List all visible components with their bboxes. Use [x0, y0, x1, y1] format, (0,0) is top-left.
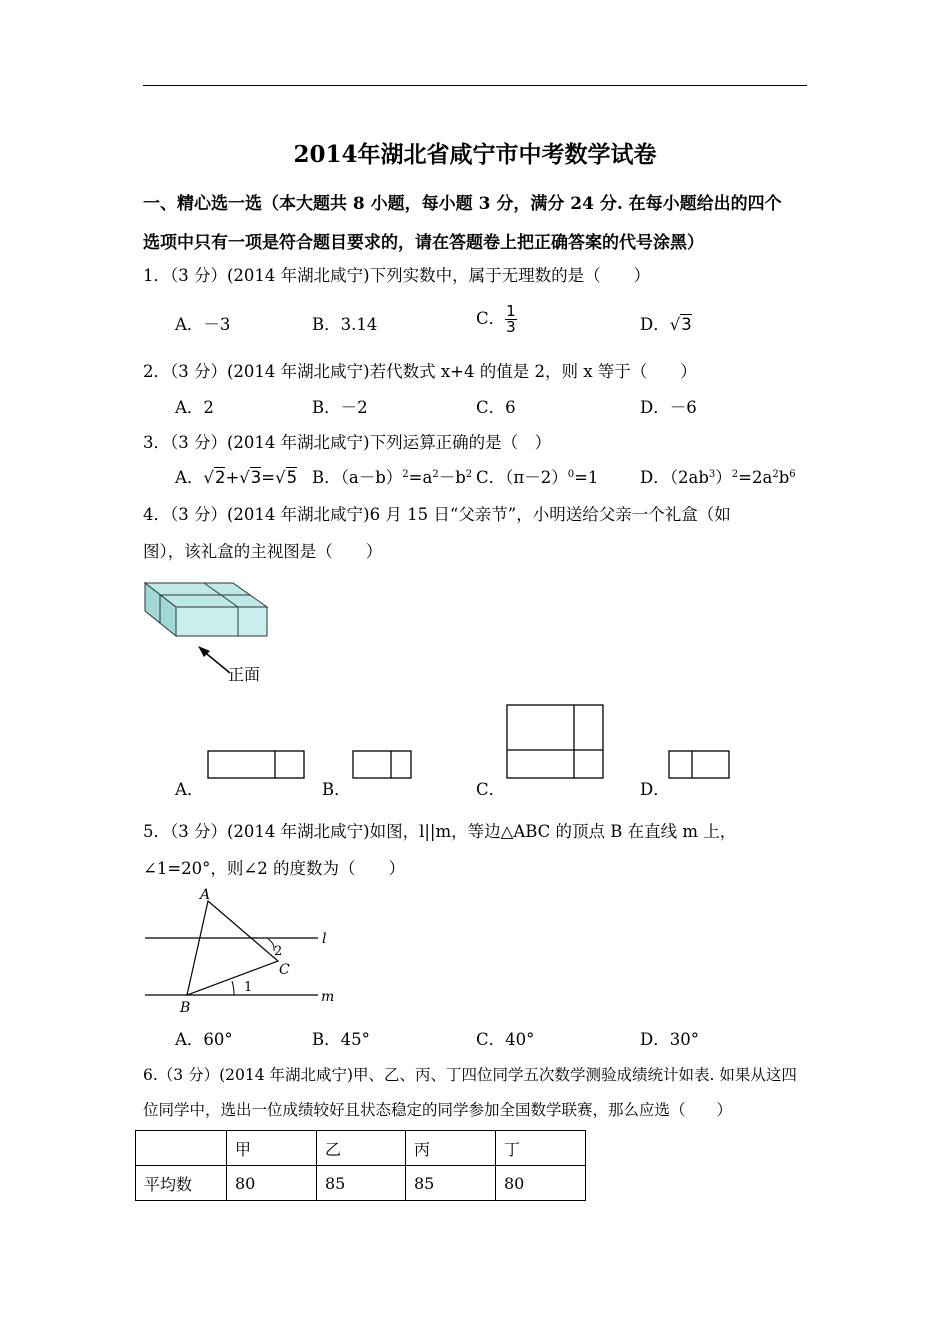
sqrt-icon: √2: [203, 468, 226, 487]
q4-option-b-label: B．: [322, 780, 351, 799]
q2-option-a: A．2: [175, 398, 214, 417]
question-1-text: 1．（3 分）(2014 年湖北咸宁)下列实数中，属于无理数的是（ ）: [143, 266, 651, 285]
q2-option-c: C．6: [476, 398, 516, 417]
fraction-one-third: $\frac{1}{3}$: [506, 302, 516, 336]
q4-option-c-label: C．: [476, 780, 506, 799]
table-row: [136, 1166, 586, 1201]
top-rule: [143, 85, 807, 86]
sqrt-icon: √3: [239, 468, 262, 487]
section-heading-line1: 一、精心选一选（本大题共 8 小题，每小题 3 分，满分 24 分. 在每小题给出的四个: [143, 194, 782, 214]
triangle-parallel-lines-figure: [140, 885, 340, 1017]
q1-option-d: D．√3: [640, 315, 692, 334]
label-m: m: [321, 989, 335, 1005]
q3-option-b: B．$(a-b)^2=a^2-b^2$: [312, 468, 473, 487]
question-5-line2: ∠1=20°，则∠2 的度数为（ ）: [143, 859, 405, 878]
sqrt-icon: √5: [275, 468, 298, 487]
table-header-row: [136, 1131, 586, 1166]
q5-option-d: D．30°: [640, 1030, 699, 1049]
q3-option-c: C．$(\pi-2)^0=1$: [476, 468, 599, 487]
question-3-text: 3．（3 分）(2014 年湖北咸宁)下列运算正确的是（ ）: [143, 433, 552, 452]
q3-option-a: A．√2+√3=√5: [175, 468, 298, 487]
sqrt-icon: √3: [669, 315, 692, 334]
q4-option-b-figure: [352, 750, 414, 780]
question-4-line1: 4．（3 分）(2014 年湖北咸宁)6 月 15 日“父亲节”，小明送给父亲一个礼盒（如: [143, 505, 731, 524]
label-C: C: [279, 962, 290, 978]
label-A: A: [200, 887, 211, 903]
q3-option-d: D．$(2ab^3)^2=2a^2b^6$: [640, 468, 796, 487]
table-cell: 80: [227, 1166, 317, 1201]
question-6-line1: 6.（3 分）(2014 年湖北咸宁)甲、乙、丙、丁四位同学五次数学测验成绩统计如表. 如果从这四: [143, 1066, 797, 1084]
label-B: B: [180, 1000, 191, 1016]
q1-option-b: B．3.14: [312, 315, 378, 334]
q1-option-a: A．－3: [175, 315, 231, 334]
q5-option-a: A．60°: [175, 1030, 233, 1049]
q5-option-b: B．45°: [312, 1030, 370, 1049]
q4-option-a-figure: [207, 750, 307, 780]
table-cell: 85: [406, 1166, 496, 1201]
table-cell: 80: [496, 1166, 586, 1201]
gift-box-figure: [140, 575, 280, 690]
section-heading-line2: 选项中只有一项是符合题目要求的，请在答题卷上把正确答案的代号涂黑）: [143, 233, 704, 253]
question-5-line1: 5．（3 分）(2014 年湖北咸宁)如图，l||m，等边△ABC 的顶点 B 在直线 m 上，: [143, 822, 737, 841]
table-cell: 85: [317, 1166, 406, 1201]
q2-option-d: D．－6: [640, 398, 697, 417]
page-title: 2014年湖北省咸宁市中考数学试卷: [293, 141, 657, 168]
question-4-line2: 图），该礼盒的主视图是（ ）: [143, 542, 383, 561]
q4-option-d-figure: [668, 750, 732, 780]
table-header-cell: 甲: [227, 1131, 317, 1166]
table-header-cell: 乙: [317, 1131, 406, 1166]
question-6-line2: 位同学中，选出一位成绩较好且状态稳定的同学参加全国数学联赛，那么应选（ ）: [143, 1101, 733, 1119]
label-angle-1: 1: [244, 980, 253, 995]
front-label: 正面: [228, 665, 261, 684]
q2-option-b: B．－2: [312, 398, 368, 417]
label-l: l: [322, 931, 327, 947]
table-header-cell: [136, 1131, 227, 1166]
q4-option-a-label: A．: [175, 780, 204, 799]
q1-option-c: C． $\frac{1}{3}$: [476, 302, 516, 336]
label-angle-2: 2: [274, 944, 283, 959]
q5-option-c: C．40°: [476, 1030, 535, 1049]
question-2-text: 2．（3 分）(2014 年湖北咸宁)若代数式 x+4 的值是 2，则 x 等于（ ）: [143, 362, 697, 381]
table-header-cell: 丁: [496, 1131, 586, 1166]
q4-option-c-figure: [506, 704, 606, 780]
table-header-cell: 丙: [406, 1131, 496, 1166]
table-cell: 平均数: [136, 1166, 227, 1201]
q4-option-d-label: D．: [640, 780, 670, 799]
scores-table: [135, 1130, 586, 1201]
